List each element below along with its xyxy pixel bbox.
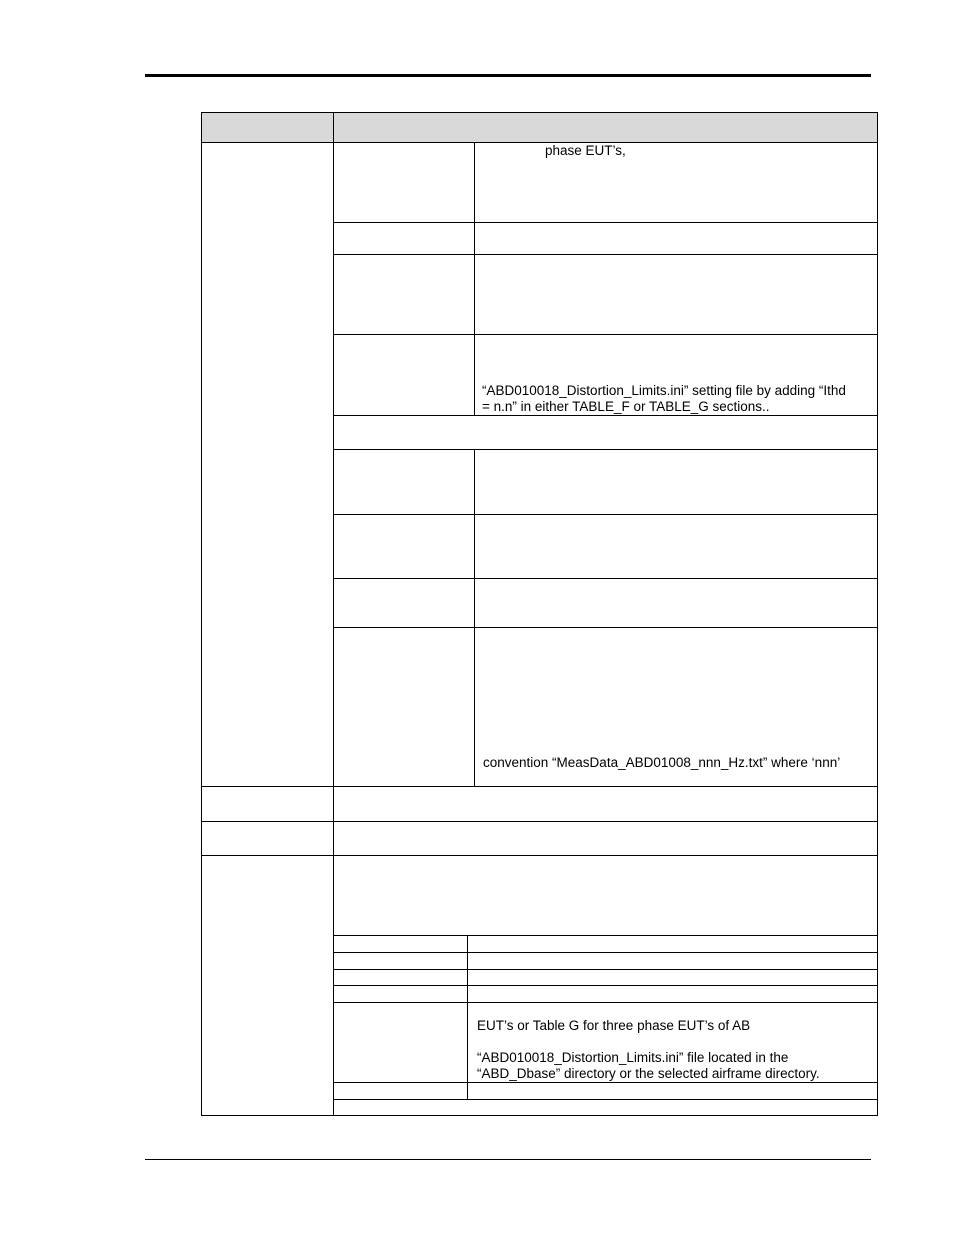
column-divider-main [333, 112, 334, 1116]
cell-text: convention “MeasData_ABD01008_nnn_Hz.txt” where ‘nnn’ [483, 755, 841, 770]
sub-row-separator [333, 334, 878, 335]
cell-text: “ABD_Dbase” directory or the selected airframe directory. [477, 1066, 820, 1081]
sub-row-separator [333, 952, 878, 953]
row-separator [201, 786, 878, 787]
footer-rule [145, 1159, 871, 1160]
sub-row-separator [333, 514, 878, 515]
sub-row-separator [333, 1099, 878, 1100]
row-separator [201, 142, 878, 143]
table-border-right [877, 112, 878, 1116]
sub-row-separator [333, 935, 878, 936]
sub-row-separator [333, 627, 878, 628]
sub-row-separator [333, 415, 878, 416]
cell-text: “ABD010018_Distortion_Limits.ini” file located in the [477, 1050, 789, 1065]
table-border-top [201, 112, 878, 113]
cell-text: = n.n” in either TABLE_F or TABLE_G sections.. [482, 399, 770, 414]
sub-row-separator [333, 449, 878, 450]
sub-row-separator [333, 222, 878, 223]
sub-row-separator [333, 969, 878, 970]
sub-row-separator [333, 1082, 878, 1083]
cell-text: phase EUT’s, [545, 143, 626, 158]
sub-column-divider [474, 449, 475, 786]
table-header-row [201, 112, 878, 143]
sub-column-divider [467, 935, 468, 1099]
row-separator [201, 855, 878, 856]
sub-column-divider [474, 142, 475, 415]
row-separator [201, 821, 878, 822]
table-border-left [201, 112, 202, 1116]
table-border-bottom [201, 1115, 878, 1116]
cell-text: EUT’s or Table G for three phase EUT’s of AB [477, 1018, 751, 1033]
sub-row-separator [333, 1002, 878, 1003]
sub-row-separator [333, 254, 878, 255]
cell-text: “ABD010018_Distortion_Limits.ini” setting file by adding “Ithd [482, 383, 846, 398]
sub-row-separator [333, 578, 878, 579]
sub-row-separator [333, 985, 878, 986]
